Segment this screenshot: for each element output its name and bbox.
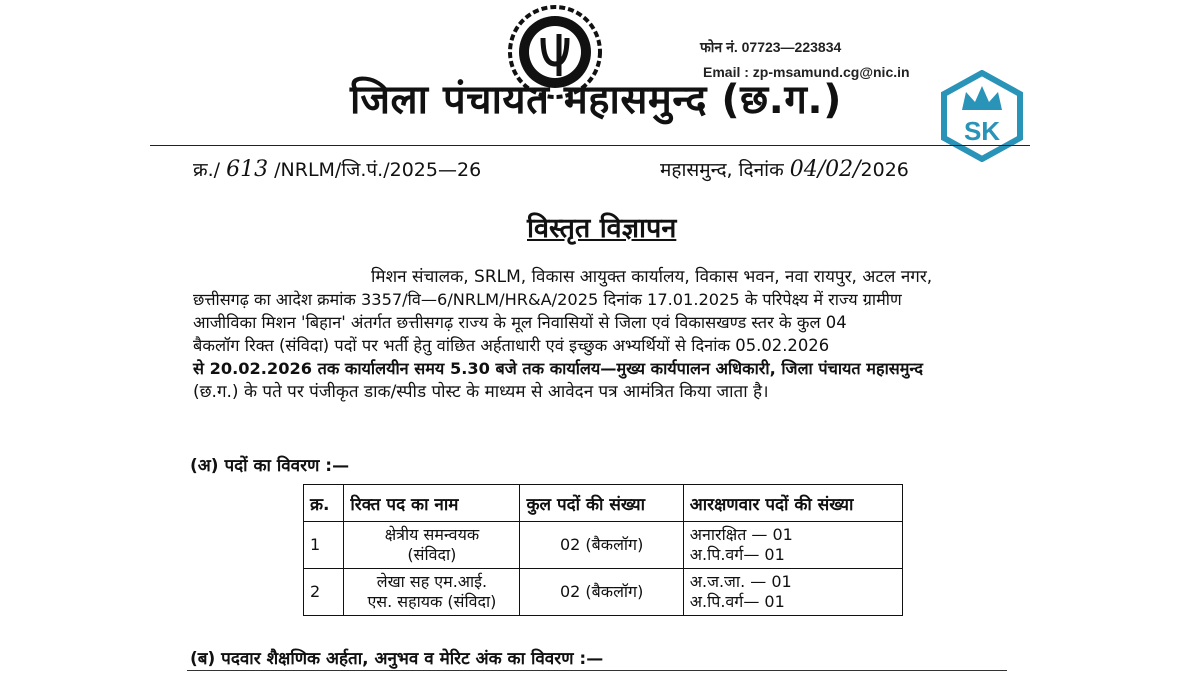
reservation-line: अ.पि.वर्ग— 01 — [689, 545, 785, 564]
paragraph-line: छत्तीसगढ़ का आदेश क्रमांक 3357/वि—6/NRLM/HR&A/2025 दिनांक 17.01.2025 के परिपेक्ष्य में राज्य ग्रामीण — [193, 290, 902, 309]
section-b-heading: (ब) पदवार शैक्षणिक अर्हता, अनुभव व मेरिट अंक का विवरण :— — [190, 649, 604, 669]
row-reservation — [683, 569, 902, 616]
phone-number: फोन नं. 07723—223834 — [700, 39, 842, 55]
post-name-line: एस. सहायक (संविदा) — [367, 592, 497, 611]
post-name-line: (संविदा) — [407, 545, 457, 564]
reservation-line: अ.ज.जा. — 01 — [689, 572, 792, 591]
row-total: 02 (बैकलॉग) — [520, 569, 683, 616]
badge-text: SK — [963, 116, 1001, 146]
header-total-posts: कुल पदों की संख्या — [520, 485, 683, 522]
paragraph-line: बैकलॉग रिक्त (संविदा) पदों पर भर्ती हेतु वांछित अर्हताधारी एवं इच्छुक अभ्यर्थियों से दिनांक 05.02.2026 — [193, 336, 830, 355]
paragraph-line: से 20.02.2026 तक कार्यालयीन समय 5.30 बजे तक कार्यालय—मुख्य कार्यपालन अधिकारी, जिला पंचायत महासमुन्द — [193, 359, 923, 378]
row-total: 02 (बैकलॉग) — [520, 522, 683, 569]
date-year: 2026 — [860, 159, 909, 181]
row-sno: 1 — [304, 522, 344, 569]
reference-prefix: क्र./ — [193, 159, 221, 181]
row-post-name — [344, 569, 520, 616]
place-date — [660, 156, 909, 182]
post-name-line: क्षेत्रीय समन्वयक — [384, 525, 480, 544]
paragraph-line: (छ.ग.) के पते पर पंजीकृत डाक/स्पीड पोस्ट के माध्यम से आवेदन पत्र आमंत्रित किया जाता है। — [193, 382, 769, 402]
header-reservation: आरक्षणवार पदों की संख्या — [683, 485, 902, 522]
advertisement-heading: विस्तृत विज्ञापन — [527, 213, 677, 244]
table-row — [304, 522, 903, 569]
row-reservation — [683, 522, 902, 569]
email-address: Email : zp-msamund.cg@nic.in — [703, 64, 910, 80]
row-post-name — [344, 522, 520, 569]
header-sno: क्र. — [304, 485, 344, 522]
header-divider — [150, 145, 1030, 146]
posts-table — [303, 484, 903, 616]
reference-suffix: /NRLM/जि.पं./2025—26 — [274, 159, 482, 181]
reference-number — [193, 156, 481, 182]
paragraph-line: मिशन संचालक, SRLM, विकास आयुक्त कार्यालय, विकास भवन, नवा रायपुर, अटल नगर, — [371, 267, 933, 287]
notice-paragraph — [193, 266, 1033, 446]
post-name-line: लेखा सह एम.आई. — [376, 572, 488, 591]
bottom-divider — [187, 670, 1007, 671]
reservation-line: अ.पि.वर्ग— 01 — [689, 592, 785, 611]
table-header-row — [304, 485, 903, 522]
place-date-label: महासमुन्द, दिनांक — [660, 159, 784, 181]
row-sno: 2 — [304, 569, 344, 616]
reservation-line: अनारक्षित — 01 — [689, 525, 793, 544]
table-row — [304, 569, 903, 616]
header-post-name: रिक्त पद का नाम — [344, 485, 520, 522]
paragraph-line: आजीविका मिशन 'बिहान' अंतर्गत छत्तीसगढ़ राज्य के मूल निवासियों से जिला एवं विकासखण्ड स्तर के कुल 04 — [193, 313, 847, 332]
sk-crown-badge-icon — [940, 70, 1024, 162]
date-handwritten: 04/02/ — [789, 157, 861, 182]
office-title: जिला पंचायत महासमुन्द (छ.ग.) — [350, 77, 842, 123]
reference-handwritten-number: 613 — [226, 157, 269, 182]
section-a-heading: (अ) पदों का विवरण :— — [190, 456, 350, 476]
